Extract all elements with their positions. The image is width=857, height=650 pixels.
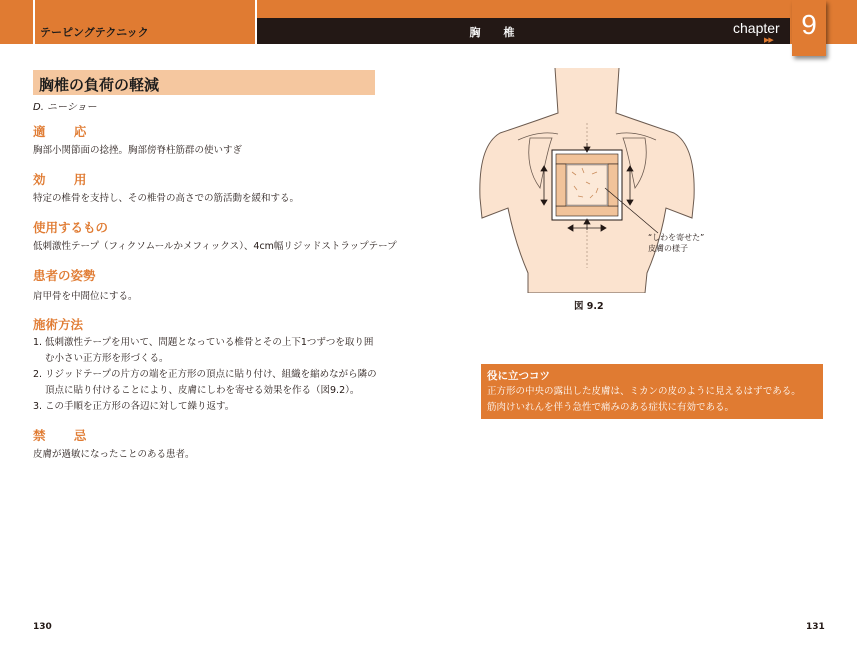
text-effects: 特定の椎骨を支持し、その椎骨の高さでの筋活動を緩和する。 [33,193,300,204]
chapter-number: 9 [801,9,817,40]
step-text: リジッドテープの片方の端を正方形の頂点に貼り付け、組織を縮めながら隣の頂点に貼り付けることにより、皮膚にしわを寄せる効果を作る（図9.2）。 [45,369,377,396]
callout-line: 皮膚の様子 [648,244,688,253]
step-text: この手順を正方形の各辺に対して繰り返す。 [45,401,235,412]
text-materials: 低刺激性テープ（フィクソムールかメフィックス）、4cm幅リジッドストラップテープ [33,241,397,252]
list-item [33,399,378,415]
back-taping-illustration [470,68,705,293]
page-number-left: 130 [33,622,52,632]
list-item [33,367,378,399]
heading-materials: 使用するもの [33,220,109,235]
method-steps [33,335,378,415]
article-title: 胸椎の負荷の軽減 [39,76,160,94]
text-indications: 胸部小関節面の捻挫。胸部傍脊柱筋群の使いすぎ [33,145,243,156]
step-number: 1. [33,337,43,348]
text-contraindications: 皮膚が過敏になったことのある患者。 [33,449,195,460]
section-title: 胸 椎 [469,26,521,39]
heading-method: 施術方法 [33,317,84,332]
tip-line: 筋肉けいれんを伴う急性で痛みのある症状に有効である。 [487,402,735,413]
heading-position: 患者の姿勢 [33,268,96,283]
header-bar-left-edge [0,0,33,44]
callout-line: “しわを寄せた” [648,233,705,242]
heading-effects: 効 用 [33,172,99,187]
step-number: 2. [33,369,43,380]
page-number-right: 131 [806,622,825,632]
list-item [33,335,378,367]
step-number: 3. [33,401,43,412]
running-title: テーピングテクニック [40,26,149,39]
tip-line: 正方形の中央の露出した皮膚は、ミカンの皮のように見えるはずである。 [487,386,801,397]
heading-contraindications: 禁 忌 [33,428,99,443]
figure-caption: 図 9.2 [574,301,604,312]
chapter-label: chapter [733,20,780,36]
tip-title: 役に立つコツ [487,370,550,382]
figure-callout [648,232,704,254]
header-divider [33,0,35,44]
step-text: 低刺激性テープを用いて、問題となっている椎骨とその上下1つずつを取り囲む小さい正方形を形づくる。 [45,337,374,364]
heading-indications: 適 応 [33,124,99,139]
chapter-arrow-icon: ▶▶ [764,36,773,44]
text-position: 肩甲骨を中間位にする。 [33,291,138,302]
author: D. ニーショー [33,102,97,113]
